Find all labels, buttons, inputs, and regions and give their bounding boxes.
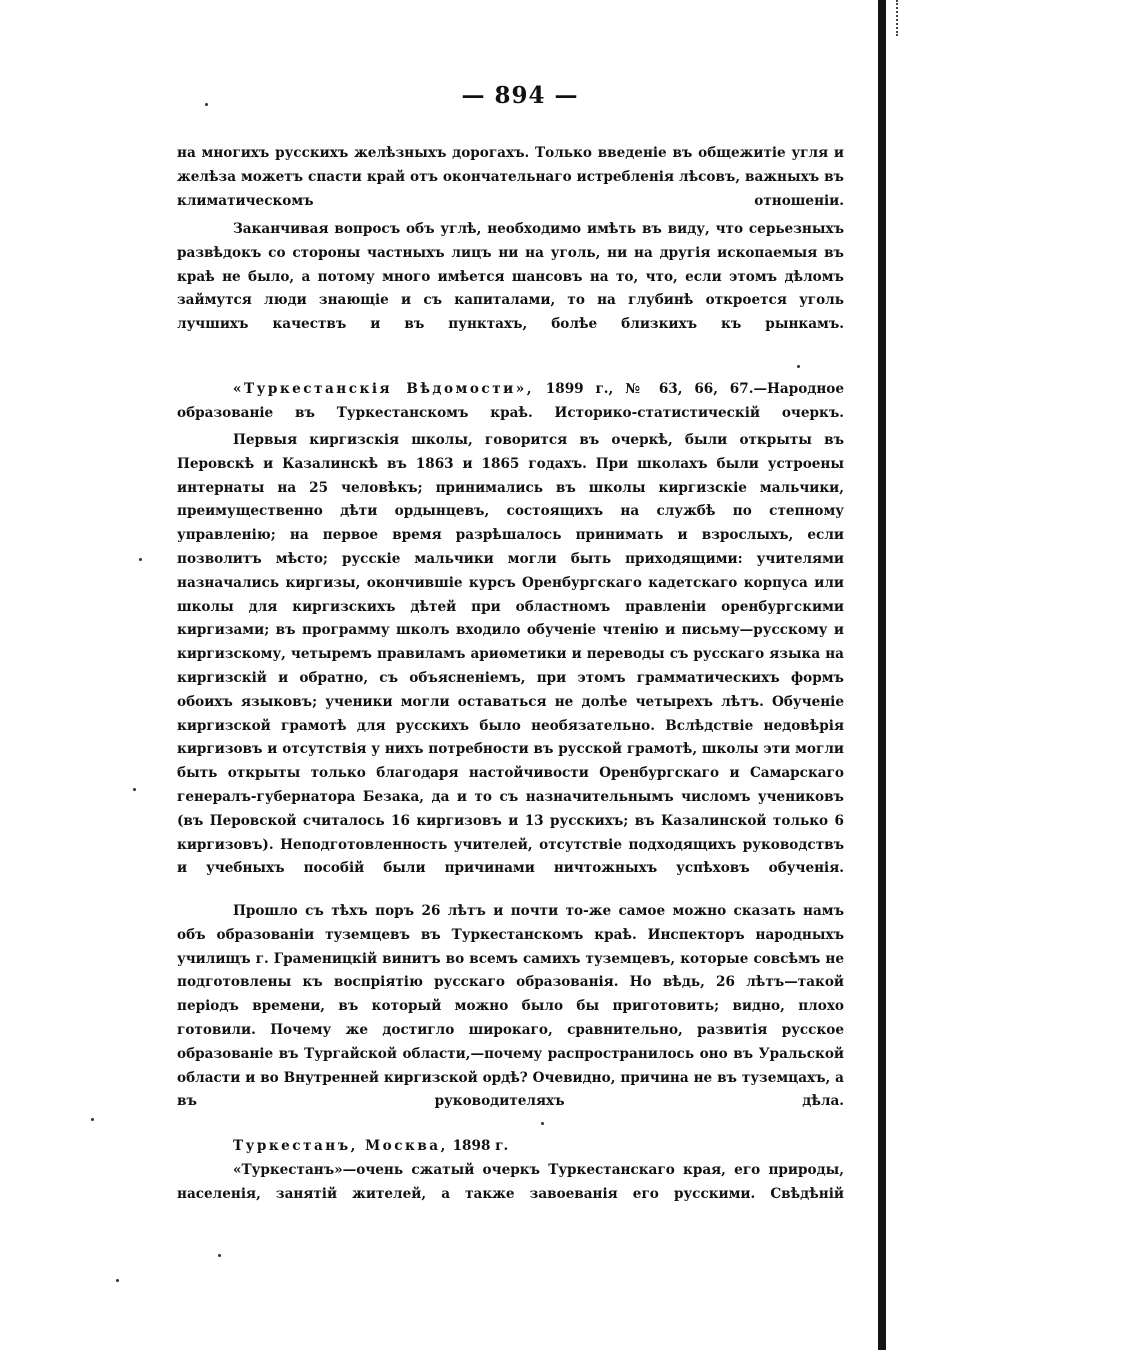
scan-speck xyxy=(116,1279,119,1282)
source-details: 1899 г., № 63, 66, 67.—Народное образованіе въ Туркестанскомъ краѣ. Историко-статистическій очеркъ. xyxy=(177,381,845,421)
scan-speck xyxy=(139,558,142,561)
scan-speck xyxy=(541,1122,544,1125)
source-heading-turkestan-moscow xyxy=(177,1135,844,1159)
paragraph-coal-exploration xyxy=(177,218,844,337)
source-title: «Туркестанскія Вѣдомости», xyxy=(233,381,534,397)
paragraph-native-education xyxy=(177,900,844,1114)
paragraph-text: Прошло съ тѣхъ поръ 26 лѣтъ и почти то-же самое можно сказать намъ объ образованіи туземцевъ въ Туркестанскомъ краѣ. Инспекторъ народныхъ училищъ г. Граменицкій винитъ во всемъ самихъ туземцевъ, которые совсѣмъ не подготовлены къ воспріятію русскаго образованія. Но вѣдь, 26 лѣтъ—такой періодъ времени, въ который можно было бы приготовить; видно, плохо готовили. Почему же достигло широкаго, сравнительно, развитія русское образованіе въ Тургайской области,—почему распространилось оно въ Уральской области и во Внутренней киргизской ордѣ? Очевидно, причина не въ туземцахъ, а въ руководителяхъ дѣла. xyxy=(177,903,844,1110)
binding-gutter xyxy=(878,0,886,1350)
paragraph-text: «Туркестанъ»—очень сжатый очеркъ Туркестанскаго края, его природы, населенія, занятій жителей, а также завоеванія его русскими. Свѣдѣній xyxy=(177,1162,844,1202)
scan-speck xyxy=(797,365,800,368)
paragraph-kirghiz-schools xyxy=(177,429,844,881)
source-title: Туркестанъ, Москва, xyxy=(233,1138,448,1154)
paragraph-text: Первыя киргизскія школы, говорится въ очеркѣ, были открыты въ Перовскѣ и Казалинскѣ въ 1863 и 1865 годахъ. При школахъ были устроены интернаты на 25 человѣкъ; принимались въ школы киргизскіе мальчики, преимущественно дѣти ордынцевъ, состоящихъ на службѣ по степному управленію; на первое время разрѣшалось принимать и взрослыхъ, если позволитъ мѣсто; русскіе мальчики могли быть приходящими: учителями назначались киргизы, окончившіе курсъ Оренбургскаго кадетскаго корпуса или школы для киргизскихъ дѣтей при областномъ правленіи оренбургскими киргизами; въ программу школъ входило обученіе чтенію и письму—русскому и киргизскому, четыремъ правиламъ ариѳметики и переводы съ русскаго языка на киргизскій и обратно, съ объясненіемъ, при этомъ грамматическихъ формъ обоихъ языковъ; ученики могли оставаться не долѣе четырехъ лѣтъ. Обученіе киргизской грамотѣ для русскихъ было необязательно. Вслѣдствіе недовѣрія киргизовъ и отсутствія у нихъ потребности въ русской грамотѣ, школы эти могли быть открыты только благодаря настойчивости Оренбургскаго и Самарскаго генералъ-губернатора Безака, да и то съ назначительнымъ числомъ учениковъ (въ Перовской считалось 16 киргизовъ и 13 русскихъ; въ Казалинской только 6 киргизовъ). Неподготовленность учителей, отсутствіе подходящихъ руководствъ и учебныхъ пособій были причинами ничтожныхъ успѣховъ обученія. xyxy=(177,432,844,877)
source-details: 1898 г. xyxy=(452,1138,509,1154)
source-heading-turkestan-vedomosti xyxy=(177,378,844,426)
scan-speck xyxy=(218,1254,221,1257)
paragraph-text: на многихъ русскихъ желѣзныхъ дорогахъ. Только введеніе въ общежитіе угля и желѣза можетъ спасти край отъ окончательнаго истребленія лѣсовъ, важныхъ въ климатическомъ отношеніи. xyxy=(177,145,844,209)
paragraph-turkestan-sketch xyxy=(177,1159,844,1207)
page-number: — 894 — xyxy=(461,82,579,109)
scan-speck xyxy=(91,1118,94,1121)
page-edge-marks xyxy=(896,0,902,36)
paragraph-coal-conclusion xyxy=(177,142,844,213)
scan-speck xyxy=(205,103,208,106)
paragraph-text: Заканчивая вопросъ объ углѣ, необходимо имѣть въ виду, что серьезныхъ развѣдокъ со стороны частныхъ лицъ ни на уголь, ни на другія ископаемыя въ краѣ не было, а потому много имѣется шансовъ на то, что, если этомъ дѣломъ займутся люди знающіе и съ капиталами, то на глубинѣ откроется уголь лучшихъ качествъ и въ пунктахъ, болѣе близкихъ къ рынкамъ. xyxy=(177,221,844,333)
scan-speck xyxy=(133,788,136,791)
